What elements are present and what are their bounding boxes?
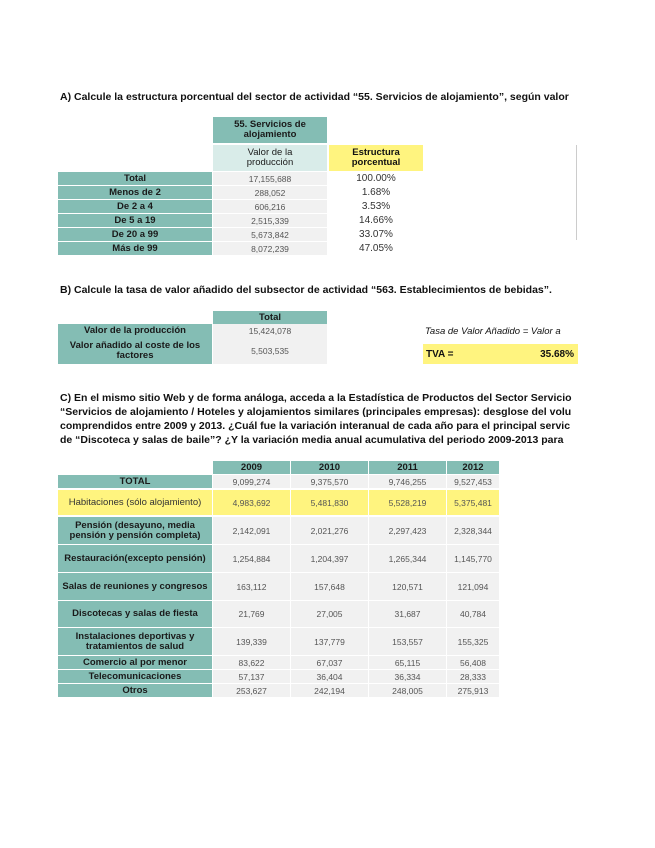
size-label: De 5 a 19	[58, 214, 212, 227]
production-value: 5,673,842	[213, 228, 327, 241]
category-value: 137,779	[291, 628, 368, 655]
category-value: 5,375,481	[447, 490, 499, 515]
category-value: 2,142,091	[213, 517, 290, 544]
category-value: 4,983,692	[213, 490, 290, 515]
category-value: 139,339	[213, 628, 290, 655]
production-value: 288,052	[213, 186, 327, 199]
category-value: 155,325	[447, 628, 499, 655]
section-c-question-line-4: de “Discoteca y salas de baile”? ¿Y la variación media anual acumulativa del periodo 2009-2013 para	[60, 434, 564, 446]
percentage-value: 14.66%	[359, 214, 393, 226]
divider	[576, 145, 577, 240]
production-value: 17,155,688	[213, 172, 327, 185]
category-value: 2,328,344	[447, 517, 499, 544]
category-label: Comercio al por menor	[58, 656, 212, 669]
category-label: Salas de reuniones y congresos	[58, 573, 212, 600]
size-label: Más de 99	[58, 242, 212, 255]
section-c-question-line-2: “Servicios de alojamiento / Hoteles y alojamientos similares (principales empresas): desglose del volu	[60, 406, 572, 418]
valor-produccion-label: Valor de la producción	[58, 324, 212, 338]
category-value: 31,687	[369, 601, 446, 627]
category-label: Discotecas y salas de fiesta	[58, 601, 212, 627]
category-value: 83,622	[213, 656, 290, 669]
percentage-value: 3.53%	[361, 200, 391, 212]
category-label: Restauración(excepto pensión)	[58, 545, 212, 572]
valor-header: Valor de la producción	[213, 145, 327, 171]
tva-box	[423, 344, 578, 364]
category-value: 121,094	[447, 573, 499, 600]
size-label: De 20 a 99	[58, 228, 212, 241]
percentage-value: 1.68%	[361, 186, 391, 198]
category-value: 57,137	[213, 670, 290, 683]
year-header: 2012	[447, 461, 499, 474]
category-value: 248,005	[369, 684, 446, 697]
category-value: 27,005	[291, 601, 368, 627]
size-label: De 2 a 4	[58, 200, 212, 213]
category-value: 2,297,423	[369, 517, 446, 544]
category-value: 9,527,453	[447, 475, 499, 488]
category-value: 9,375,570	[291, 475, 368, 488]
category-value: 157,648	[291, 573, 368, 600]
category-value: 9,099,274	[213, 475, 290, 488]
valor-produccion-value: 15,424,078	[213, 324, 327, 338]
category-value: 275,913	[447, 684, 499, 697]
sector-header: 55. Servicios de alojamiento	[213, 117, 327, 143]
category-value: 5,528,219	[369, 490, 446, 515]
category-label: TOTAL	[58, 475, 212, 488]
tva-formula: Tasa de Valor Añadido = Valor a	[425, 325, 561, 337]
category-value: 1,265,344	[369, 545, 446, 572]
section-b-question: B) Calcule la tasa de valor añadido del subsector de actividad “563. Establecimientos de bebidas”.	[60, 284, 552, 296]
production-value: 606,216	[213, 200, 327, 213]
production-value: 8,072,239	[213, 242, 327, 255]
size-label: Menos de 2	[58, 186, 212, 199]
total-header: Total	[213, 311, 327, 324]
category-value: 36,404	[291, 670, 368, 683]
category-value: 28,333	[447, 670, 499, 683]
category-value: 1,145,770	[447, 545, 499, 572]
section-c-question-line-3: comprendidos entre 2009 y 2013. ¿Cuál fue la variación interanual de cada año para el principal servic	[60, 420, 571, 432]
valor-anadido-label: Valor añadido al coste de los factores	[58, 338, 212, 364]
category-value: 120,571	[369, 573, 446, 600]
section-a-question: A) Calcule la estructura porcentual del sector de actividad “55. Servicios de alojamiento”, según valor	[60, 91, 569, 103]
category-value: 40,784	[447, 601, 499, 627]
year-header: 2009	[213, 461, 290, 474]
category-value: 163,112	[213, 573, 290, 600]
category-value: 65,115	[369, 656, 446, 669]
year-header: 2010	[291, 461, 368, 474]
valor-anadido-value: 5,503,535	[213, 338, 327, 364]
category-value: 242,194	[291, 684, 368, 697]
tva-value: 35.68%	[540, 349, 574, 360]
category-label: Instalaciones deportivas y tratamientos de salud	[58, 628, 212, 655]
section-c-question-line-1: C) En el mismo sitio Web y de forma análoga, acceda a la Estadística de Productos del Sector Servicio	[60, 392, 572, 404]
category-value: 2,021,276	[291, 517, 368, 544]
category-value: 21,769	[213, 601, 290, 627]
category-label: Telecomunicaciones	[58, 670, 212, 683]
category-value: 1,204,397	[291, 545, 368, 572]
category-value: 36,334	[369, 670, 446, 683]
category-label: Pensión (desayuno, media pensión y pensión completa)	[58, 517, 212, 544]
category-value: 9,746,255	[369, 475, 446, 488]
percentage-value: 100.00%	[356, 172, 396, 184]
category-value: 56,408	[447, 656, 499, 669]
category-value: 67,037	[291, 656, 368, 669]
category-value: 1,254,884	[213, 545, 290, 572]
estructura-header: Estructura porcentual	[329, 145, 423, 171]
size-label: Total	[58, 172, 212, 185]
category-label: Otros	[58, 684, 212, 697]
category-value: 253,627	[213, 684, 290, 697]
category-label: Habitaciones (sólo alojamiento)	[58, 490, 212, 515]
category-value: 5,481,830	[291, 490, 368, 515]
production-value: 2,515,339	[213, 214, 327, 227]
year-header: 2011	[369, 461, 446, 474]
percentage-value: 47.05%	[359, 242, 393, 254]
percentage-value: 33.07%	[359, 228, 393, 240]
tva-label: TVA =	[426, 349, 454, 360]
category-value: 153,557	[369, 628, 446, 655]
